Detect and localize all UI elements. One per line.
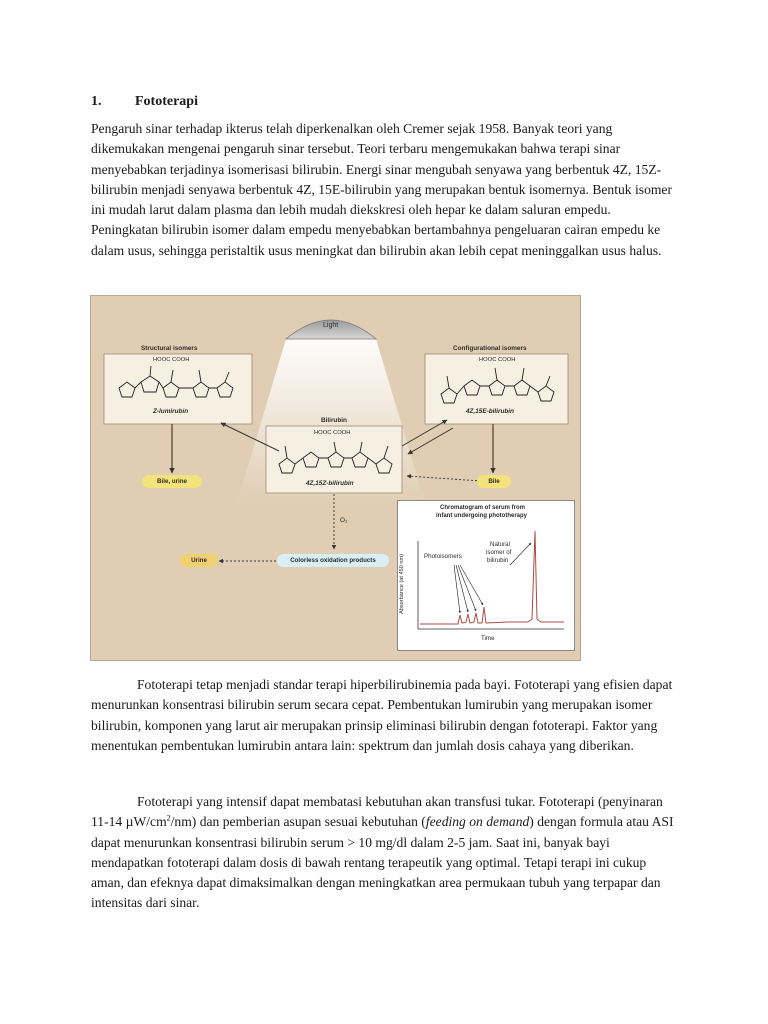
configurational-groups: HOOC COOH (479, 357, 516, 363)
structural-groups: HOOC COOH (153, 357, 190, 363)
light-label: Light (323, 322, 339, 329)
paragraph-3-superscript: 2 (166, 813, 171, 823)
bile-urine-pill: Bile, urine (142, 475, 202, 488)
natural-isomer-pointer (510, 543, 531, 565)
structural-isomers-title: Structural isomers (141, 345, 198, 352)
arrow-from-configurational (408, 428, 453, 454)
photoisomer-pointer-1 (454, 565, 460, 613)
natural-isomer-label-3: bilirubin (487, 557, 509, 564)
natural-isomer-label-2: isomer of (486, 549, 512, 556)
section-title: Fototerapi (135, 94, 198, 109)
configurational-isomer-name: 4Z,15E-bilirubin (466, 408, 514, 415)
paragraph-3-italic: feeding on demand (425, 814, 530, 830)
section-number: 1. (91, 94, 102, 109)
bilirubin-groups: HOOC COOH (314, 430, 351, 436)
phototherapy-figure (90, 295, 581, 661)
bilirubin-title: Bilirubin (321, 417, 347, 424)
photoisomer-pointer-2 (456, 565, 468, 612)
y-axis-label: Absorbance (at 450 nm) (399, 553, 406, 615)
paragraph-3 (91, 792, 681, 914)
bile-pill: Bile (477, 475, 511, 488)
bilirubin-name: 4Z,15Z-bilirubin (306, 480, 354, 487)
natural-isomer-label-1: Natural (490, 541, 510, 548)
paragraph-3-part-b: /nm) dan pemberian asupan sesuai kebutuhan ( (170, 814, 426, 830)
x-axis-label: Time (481, 635, 495, 642)
arrow-to-configurational (402, 420, 447, 446)
oxidation-products-pill: Colorless oxidation products (277, 554, 389, 567)
photoisomers-label: Photoisomers (424, 553, 462, 560)
structural-isomer-name: Z-lumirubin (153, 408, 189, 415)
paragraph-3-part-c: ) dengan formula atau ASI dapat menurunkan konsentrasi bilirubin serum > 10 mg/dl dalam 2-5 jam. Saat ini, banyak bayi mendapatkan fototerapi dalam dosis di bawah rentang terapeutik yang optimal. Tetapi terapi ini cukup aman, dan efeknya dapat dimaksimalkan dengan meningkatkan area permukaan tubuh yang terpapar dan intensitas dari sinar. (91, 814, 674, 911)
paragraph-1: Pengaruh sinar terhadap ikterus telah diperkenalkan oleh Cremer sejak 1958. Banyak teori yang dikemukakan mengenai pengaruh sinar tersebut. Teori terbaru mengemukakan bahwa terapi sinar menyebabkan terjadinya isomerisasi bilirubin. Energi sinar mengubah senyawa yang berbentuk 4Z, 15Z-bilirubin menjadi senyawa berbentuk 4Z, 15E-bilirubin yang merupakan bentuk isomernya. Bentuk isomer ini mudah larut dalam plasma dan lebih mudah diekskresi oleh hepar ke dalam saluran empedu. Peningkatan bilirubin isomer dalam empedu menyebabkan bertambahnya pengeluaran cairan empedu ke dalam usus, sehingga peristaltik usus meningkat dan bilirubin akan lebih cepat meninggalkan usus halus. (91, 121, 672, 258)
paragraph-3-part-a: Fototerapi yang intensif dapat membatasi kebutuhan akan transfusi tukar. Fototerapi (penyinaran 11-14 µW/cm (91, 794, 663, 830)
paragraph-2: Fototerapi tetap menjadi standar terapi hiperbilirubinemia pada bayi. Fototerapi yang efisien dapat menurunkan konsentrasi bilirubin serum secara cepat. Pembentukan lumirubin yang merupakan isomer bilirubin, komponen yang larut air merupakan prinsip eliminasi bilirubin dengan fototerapi. Faktor yang menentukan pembentukan lumirubin antara lain: spektrum dan jumlah dosis cahaya yang diberikan. (91, 677, 673, 753)
chromatogram-title-line-1: Chromatogram of serum from (440, 505, 526, 511)
urine-pill: Urine (180, 554, 218, 567)
section-heading (91, 94, 198, 110)
chromatogram-panel (397, 500, 575, 651)
oxygen-label: O₂ (340, 517, 348, 524)
chromatogram-plot (398, 501, 574, 650)
chromatogram-title-line-2: infant undergoing phototherapy (436, 513, 527, 519)
configurational-isomers-title: Configurational isomers (453, 345, 527, 352)
